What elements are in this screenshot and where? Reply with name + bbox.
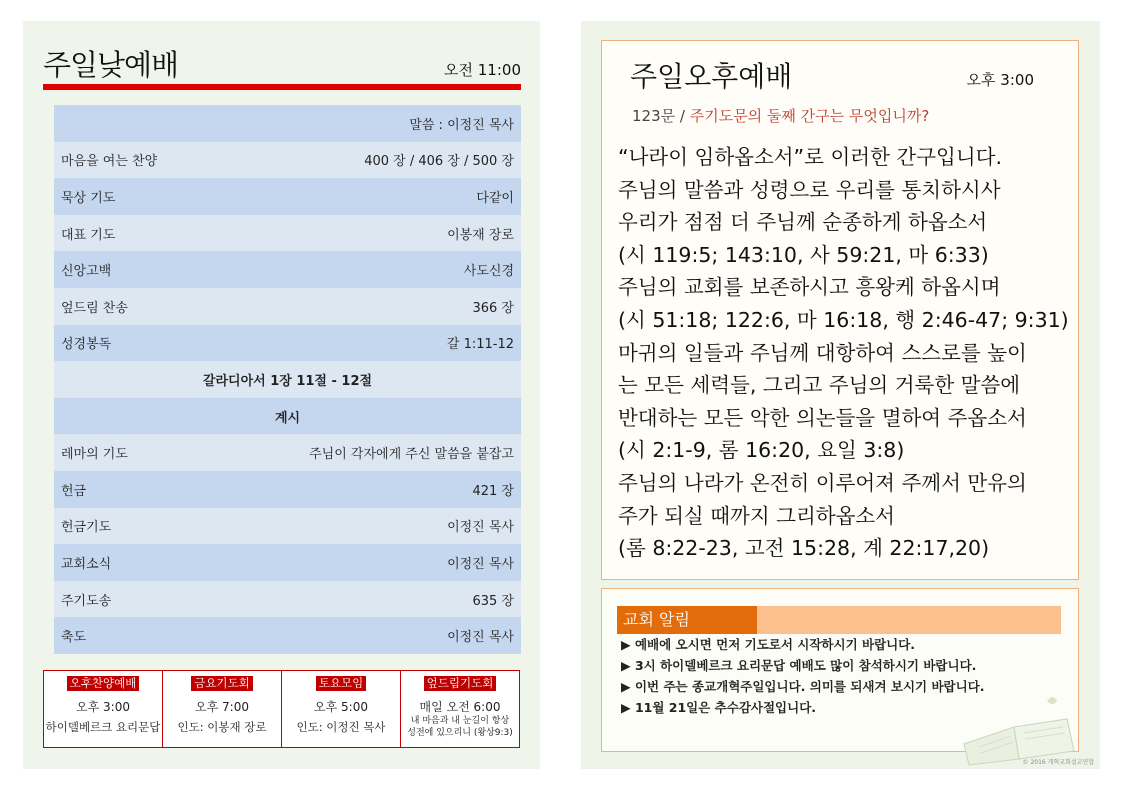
worship-item-value: 이정진 목사 <box>447 520 514 536</box>
worship-order-row <box>54 617 521 654</box>
catechism-box <box>601 40 1079 580</box>
schedule-verse-line1: 내 마음과 내 눈길이 항상 <box>410 716 510 726</box>
answer-line: 반대하는 모든 악한 의논들을 멸하여 주옵소서 <box>618 405 1027 430</box>
worship-order-row <box>54 105 521 142</box>
worship-order-row <box>54 544 521 581</box>
worship-item-label: 교회소식 <box>61 556 112 572</box>
worship-order-row <box>54 251 521 288</box>
notice-list <box>621 634 985 718</box>
worship-item-label: 주기도송 <box>61 593 112 609</box>
worship-item-label: 엎드림 찬송 <box>61 300 128 316</box>
schedule-tag: 엎드림기도회 <box>424 676 497 691</box>
schedule-friday-prayer <box>162 671 281 747</box>
schedule-detail: 인도: 이봉재 장로 <box>177 720 267 734</box>
left-page <box>23 21 540 769</box>
worship-order-row <box>54 398 521 435</box>
schedule-verse-line2: 성전에 있으리니 (왕상9:3) <box>407 728 513 738</box>
morning-service-title: 주일낮예배 <box>43 48 179 82</box>
schedule-afternoon-praise <box>44 671 162 747</box>
worship-item-label: 신앙고백 <box>61 264 112 280</box>
question-number: 123문 / <box>632 107 690 125</box>
sermon-heading: 계시 <box>274 410 301 426</box>
answer-line: 는 모든 세력들, 그리고 주님의 거룩한 말씀에 <box>618 373 1021 398</box>
notice-title: 교회 알림 <box>617 606 757 634</box>
worship-item-value: 이정진 목사 <box>447 556 514 572</box>
schedule-time: 오후 3:00 <box>76 700 130 714</box>
worship-item-value: 말씀 : 이정진 목사 <box>409 117 514 133</box>
worship-item-value: 이정진 목사 <box>447 630 514 646</box>
worship-item-label: 마음을 여는 찬양 <box>61 154 158 170</box>
answer-line: 주가 되실 때까지 그리하옵소서 <box>618 503 895 528</box>
worship-item-label: 헌금기도 <box>61 520 112 536</box>
worship-item-value: 400 장 / 406 장 / 500 장 <box>364 154 514 170</box>
answer-line: 우리가 점점 더 주님께 순종하게 하옵소서 <box>618 210 988 235</box>
notice-item: ▶ 11월 21일은 추수감사절입니다. <box>621 700 817 715</box>
worship-order-row <box>54 361 521 398</box>
schedule-tag: 금요기도회 <box>191 676 253 691</box>
worship-order-row <box>54 215 521 252</box>
notice-item: ▶ 예배에 오시면 먼저 기도로서 시작하시기 바랍니다. <box>621 637 916 652</box>
worship-item-value: 다같이 <box>476 190 514 206</box>
catechism-question <box>632 105 929 126</box>
worship-order-row <box>54 434 521 471</box>
answer-line: 주님의 교회를 보존하시고 흥왕케 하옵시며 <box>618 275 1001 300</box>
worship-order-row <box>54 581 521 618</box>
answer-line: 마귀의 일들과 주님께 대항하여 스스로를 높이 <box>618 340 1027 365</box>
schedule-tag: 오후찬양예배 <box>67 676 140 691</box>
answer-line: (롬 8:22-23, 고전 15:28, 계 22:17,20) <box>618 536 990 561</box>
weekly-schedule-box <box>43 670 520 748</box>
worship-item-label: 레마의 기도 <box>61 447 128 463</box>
answer-line: 주님의 나라가 온전히 이루어져 주께서 만유의 <box>618 470 1027 495</box>
notice-header-bar <box>617 606 1061 634</box>
notice-item: ▶ 3시 하이델베르크 요리문답 예배도 많이 참석하시기 바랍니다. <box>621 658 977 673</box>
copyright-text: © 2016 개혁교회설교연합 <box>1022 759 1094 766</box>
notice-item: ▶ 이번 주는 종교개혁주일입니다. 의미를 되새겨 보시기 바랍니다. <box>621 679 985 694</box>
worship-order-row <box>54 178 521 215</box>
answer-line: “나라이 임하옵소서”로 이러한 간구입니다. <box>618 145 1002 169</box>
answer-line: (시 2:1-9, 롬 16:20, 요일 3:8) <box>618 438 905 463</box>
worship-item-value: 635 장 <box>472 593 514 609</box>
worship-item-value: 주님이 각자에게 주신 말씀을 붙잡고 <box>309 447 514 463</box>
schedule-saturday-meeting <box>281 671 400 747</box>
schedule-time: 오후 5:00 <box>314 700 368 714</box>
question-text: 주기도문의 둘째 간구는 무엇입니까? <box>689 107 930 125</box>
worship-item-label: 헌금 <box>61 483 87 499</box>
worship-item-value: 이봉재 장로 <box>447 227 514 243</box>
title-divider <box>43 84 521 90</box>
worship-item-value: 421 장 <box>472 483 514 499</box>
worship-item-label: 대표 기도 <box>61 227 116 243</box>
worship-order-row <box>54 325 521 362</box>
afternoon-service-title: 주일오후예배 <box>630 60 793 93</box>
right-page <box>581 21 1100 769</box>
worship-order-row <box>54 142 521 179</box>
catechism-answer <box>618 141 1069 565</box>
worship-item-label: 묵상 기도 <box>61 190 116 206</box>
schedule-dawn-prayer <box>400 671 519 747</box>
worship-order-row <box>54 288 521 325</box>
answer-line: 주님의 말씀과 성령으로 우리를 통치하시사 <box>618 177 1001 202</box>
worship-item-value: 갈 1:11-12 <box>446 337 514 353</box>
worship-item-label: 성경봉독 <box>61 337 112 353</box>
schedule-time: 매일 오전 6:00 <box>419 700 501 714</box>
schedule-detail: 인도: 이정진 목사 <box>296 720 386 734</box>
worship-order-row <box>54 471 521 508</box>
worship-order-row <box>54 508 521 545</box>
afternoon-service-time: 오후 3:00 <box>966 71 1034 89</box>
answer-line: (시 51:18; 122:6, 마 16:18, 행 2:46-47; 9:31) <box>618 307 1069 332</box>
sermon-heading: 갈라디아서 1장 11절 - 12절 <box>202 373 373 389</box>
morning-service-header <box>43 41 521 89</box>
morning-service-time: 오전 11:00 <box>444 61 521 79</box>
answer-line: (시 119:5; 143:10, 사 59:21, 마 6:33) <box>618 242 989 267</box>
order-of-worship-table <box>54 105 521 654</box>
worship-item-value: 366 장 <box>472 300 514 316</box>
open-book-icon <box>959 689 1079 767</box>
worship-item-value: 사도신경 <box>463 264 514 280</box>
schedule-detail: 하이델베르크 요리문답 <box>45 720 161 734</box>
worship-item-label: 축도 <box>61 630 87 646</box>
schedule-time: 오후 7:00 <box>195 700 249 714</box>
schedule-tag: 토요모임 <box>316 676 366 691</box>
